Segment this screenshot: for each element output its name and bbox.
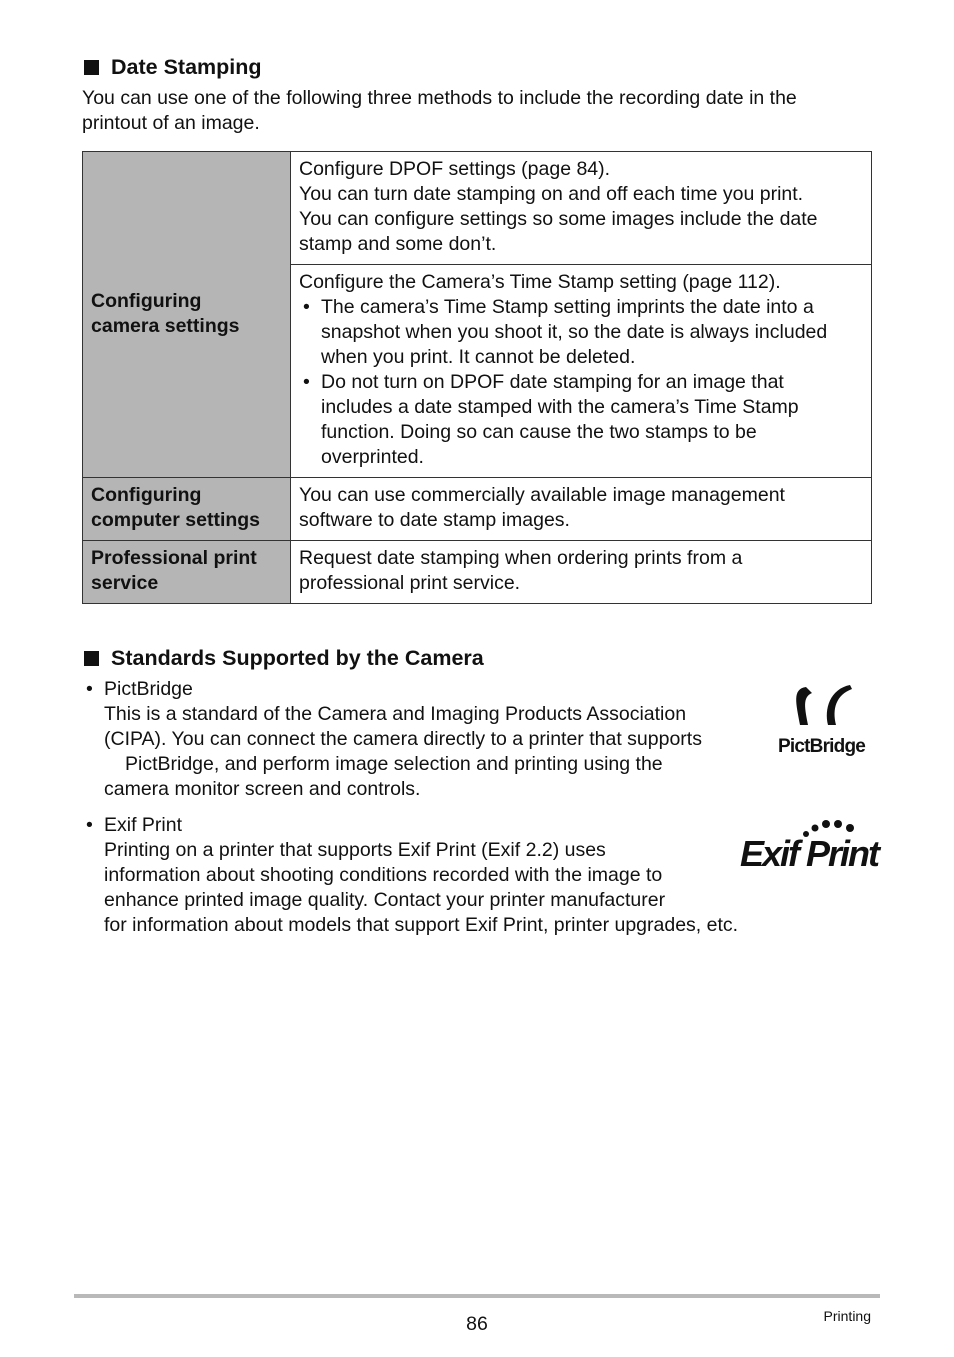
list-item [299,295,863,370]
label-line: camera settings [91,314,240,337]
label-line: Configuring [91,289,202,312]
body-line: information about shooting conditions recorded with the image to [104,864,663,886]
exif-title: • Exif Print [104,814,183,836]
exif-print-logo [740,818,879,878]
body-line: This is a standard of the Camera and Imaging Products Association [104,703,687,725]
row-label-camera-settings [83,152,291,478]
pictbridge-logo-text: PictBridge [778,736,866,757]
label-line: computer settings [91,509,261,531]
body-line: for information about models that support Exif Print, printer upgrades, etc. [104,914,739,936]
table-row [83,478,872,541]
label-line: Professional print [91,547,257,569]
cell-time-stamp-setting [291,265,872,478]
square-bullet-icon [84,651,99,666]
cell-line: stamp and some don’t. [299,233,497,255]
cell-line: You can configure settings so some images include the date [299,208,818,230]
cell-line: • Do not turn on DPOF date stamping for an image that [321,371,784,393]
cell-line: when you print. It cannot be deleted. [321,346,636,368]
body-line: Printing on a printer that supports Exif Print (Exif 2.2) uses [104,839,606,861]
pictbridge-title: • PictBridge [104,678,193,700]
cell-line: snapshot when you shoot it, so the date is always included [321,321,828,343]
cell-line: function. Doing so can cause the two stamps to be [321,421,757,443]
section-name: Printing [823,1308,871,1324]
cell-line: Configure the Camera’s Time Stamp setting (page 112). [299,271,781,293]
cell-line: You can use commercially available image management [299,484,785,506]
footer-rule [74,1294,880,1298]
cell-line: overprinted. [321,446,424,468]
cell-line: includes a date stamped with the camera’s Time Stamp [321,396,799,418]
table-row [83,152,872,265]
intro-line: printout of an image. [82,112,260,134]
pictbridge-item [82,677,772,802]
cell-professional-print [291,541,872,604]
row-label-computer-settings [83,478,291,541]
page-number: 86 [466,1313,488,1335]
cell-line: professional print service. [299,572,521,594]
cell-computer-settings [291,478,872,541]
body-line: (CIPA). You can connect the camera directly to a printer that supports [104,728,702,750]
date-stamping-heading-text: Date Stamping [111,55,262,79]
row-label-professional-print [83,541,291,604]
list-item [82,677,772,802]
label-line: service [91,572,159,594]
square-bullet-icon [84,60,99,75]
label-line: Configuring [91,484,202,506]
cell-line: You can turn date stamping on and off each time you print. [299,183,804,205]
cell-dpof-settings [291,152,872,265]
cell-line: software to date stamp images. [299,509,570,531]
cell-line: Request date stamping when ordering prints from a [299,547,743,569]
cell-line: • The camera’s Time Stamp setting imprints the date into a [321,296,814,318]
body-line: PictBridge, and perform image selection and printing using the [125,753,663,775]
table-row [83,541,872,604]
body-line: camera monitor screen and controls. [104,778,421,800]
body-line: enhance printed image quality. Contact your printer manufacturer [104,889,666,911]
intro-line: You can use one of the following three methods to include the recording date in the [82,87,797,109]
pictbridge-logo [778,683,872,763]
cell-line: Configure DPOF settings (page 84). [299,158,611,180]
pictbridge-mark-icon [778,683,872,733]
date-stamping-intro [82,86,797,136]
list-item [299,370,863,470]
date-stamping-table [82,151,872,604]
date-stamping-heading [84,55,262,80]
exif-logo-text: Exif Print [740,833,879,874]
standards-heading-text: Standards Supported by the Camera [111,646,484,670]
exif-item [82,813,802,938]
list-item [82,813,802,938]
standards-heading [84,646,484,671]
